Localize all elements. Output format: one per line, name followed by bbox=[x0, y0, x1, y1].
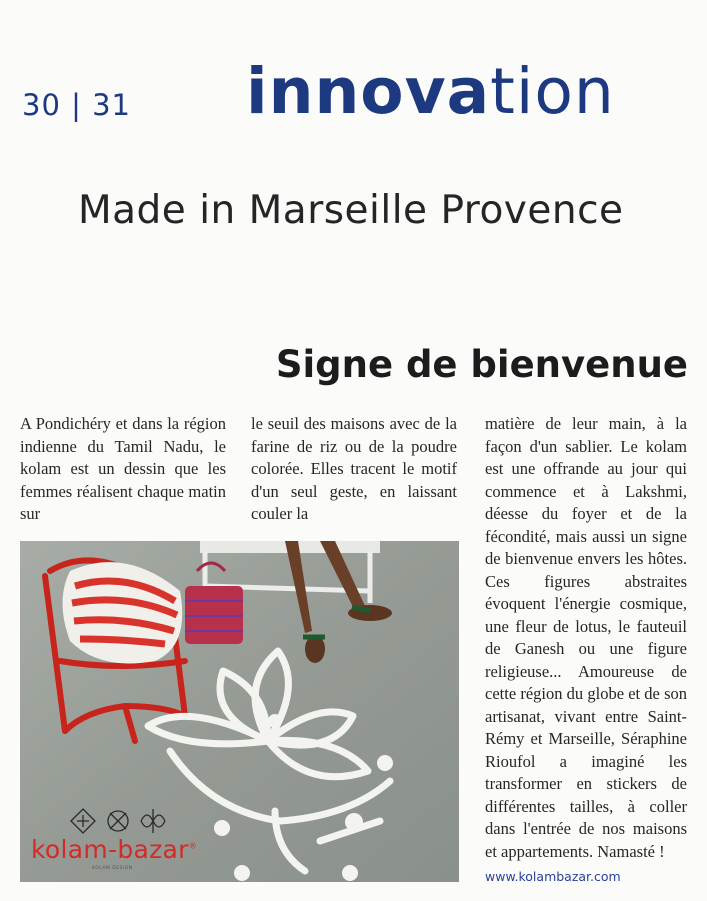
article-column-3: matière de leur main, à la façon d'un sablier. Le kolam est une offrande au jour qui commence et à Lakshmi, déesse du foyer et de la fécondité, mais aussi un signe de bienvenue envers les hôtes. Ces figures abstraites évoquent l'énergie cosmique, une fleur de lotus, le fauteuil de Ganesh ou une figure religieuse... Amoureuse de cette région du globe et de son artisanat, vivant entre Saint-Rémy et Marseille, Séraphine Rioufol a imaginé les transformer en stickers de différentes tailles, à coller dans l'entrée de nos maisons et appartements. Namasté ! bbox=[485, 414, 687, 861]
photo-illustration bbox=[20, 541, 459, 882]
article-column-2: le seuil des maisons avec de la farine de riz ou de la poudre colorée. Elles tracent le motif d'un seul geste, en laissant couler la bbox=[251, 414, 457, 523]
article-title: Signe de bienvenue bbox=[275, 343, 688, 386]
page-numbers: 30 | 31 bbox=[22, 88, 132, 122]
section-title-light: tion bbox=[490, 55, 615, 128]
logo-wordmark: kolam-bazar bbox=[31, 835, 189, 864]
article-column-1: A Pondichéry et dans la région indienne du Tamil Nadu, le kolam est un dessin que les femmes réalisent chaque matin sur bbox=[20, 414, 226, 523]
headline: Made in Marseille Provence bbox=[78, 188, 624, 233]
website-link[interactable]: www.kolambazar.com bbox=[485, 869, 621, 884]
logo-trademark: ® bbox=[188, 841, 198, 851]
section-title-bold: innova bbox=[246, 55, 491, 128]
product-photo bbox=[20, 541, 459, 882]
logo-tagline: KOLAM DESIGN bbox=[92, 866, 133, 871]
section-title bbox=[246, 52, 615, 132]
kolam-bazar-logo bbox=[31, 835, 197, 864]
